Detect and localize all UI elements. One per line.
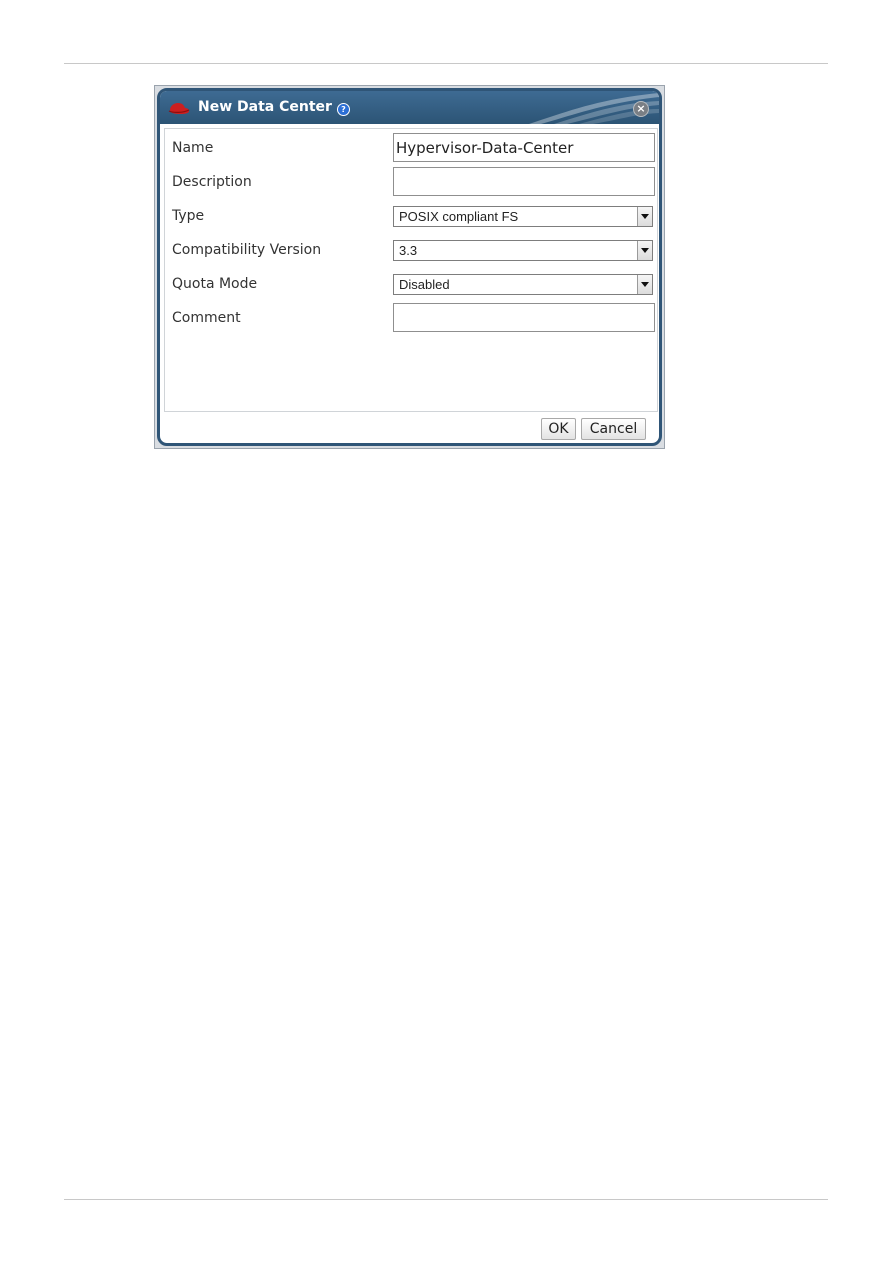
help-icon[interactable]: ?: [337, 103, 350, 116]
name-input[interactable]: [393, 133, 655, 162]
description-input[interactable]: [393, 167, 655, 196]
page-footer-rule: [64, 1199, 828, 1200]
dialog-title: New Data Center: [198, 99, 332, 115]
type-select-value: POSIX compliant FS: [399, 209, 519, 224]
name-label: Name: [172, 140, 214, 156]
type-chevron-down-icon[interactable]: [637, 207, 652, 226]
comment-input[interactable]: [393, 303, 655, 332]
close-icon[interactable]: ×: [633, 101, 649, 117]
page-header-rule: [64, 63, 828, 64]
quota-mode-label: Quota Mode: [172, 276, 258, 292]
cancel-button[interactable]: Cancel: [581, 418, 646, 440]
description-label: Description: [172, 174, 252, 190]
new-data-center-dialog: [157, 88, 662, 446]
redhat-logo-icon: [168, 101, 190, 115]
compatibility-version-select[interactable]: [393, 240, 653, 261]
quota-mode-value: Disabled: [399, 277, 450, 292]
compatibility-version-value: 3.3: [399, 243, 418, 258]
dialog-screenshot: [154, 85, 665, 449]
quota-chevron-down-icon[interactable]: [637, 275, 652, 294]
compat-chevron-down-icon[interactable]: [637, 241, 652, 260]
type-select[interactable]: [393, 206, 653, 227]
comment-label: Comment: [172, 310, 241, 326]
quota-mode-select[interactable]: [393, 274, 653, 295]
type-label: Type: [172, 208, 205, 224]
ok-button[interactable]: OK: [541, 418, 576, 440]
compatibility-version-label: Compatibility Version: [172, 242, 322, 258]
form-panel: [164, 128, 658, 412]
dialog-titlebar: [160, 91, 659, 124]
